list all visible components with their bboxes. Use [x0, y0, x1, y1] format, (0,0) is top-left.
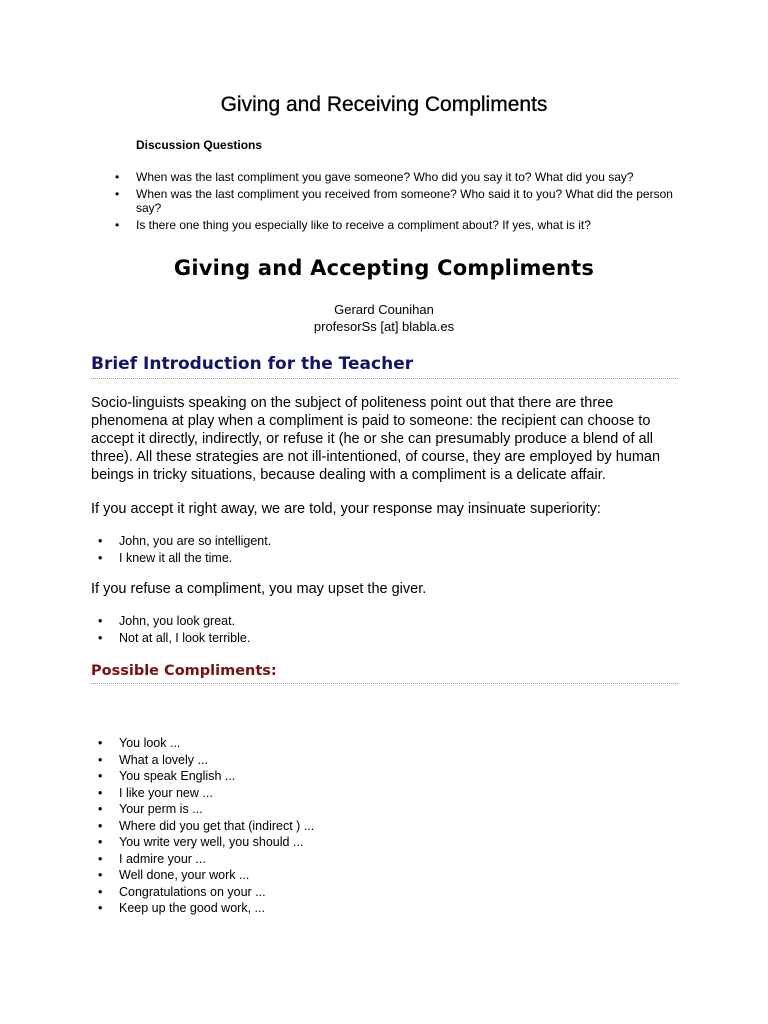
list-item: • I like your new ...: [119, 785, 679, 802]
list-item: • You speak English ...: [119, 768, 679, 785]
possible-compliments-list: [119, 735, 679, 917]
intro-paragraph: Socio-linguists speaking on the subject of politeness point out that there are three phenomena at play when a compliment is paid to someone: the recipient can choose to accept it directly, indirectly, or refuse it (he or she can presumably produce a blend of all three). All these strategies are not ill-intentioned, of course, they are employed by human beings in tricky situations, because dealing with a compliment is a delicate affair.: [91, 395, 661, 483]
list-item: • I knew it all the time.: [119, 550, 679, 567]
discussion-questions-list: [136, 170, 676, 234]
list-item: • You look ...: [119, 735, 679, 752]
accept-paragraph: If you accept it right away, we are told, your response may insinuate superiority:: [91, 501, 601, 517]
accept-examples-list: [119, 533, 679, 566]
list-item: • John, you look great.: [119, 613, 679, 630]
list-item: • Where did you get that (indirect ) ...: [119, 818, 679, 835]
author-name: Gerard Counihan: [334, 302, 434, 317]
list-item: • Your perm is ...: [119, 801, 679, 818]
list-item: • I admire your ...: [119, 851, 679, 868]
list-item: • Not at all, I look terrible.: [119, 630, 679, 647]
possible-compliments-heading: Possible Compliments:: [91, 663, 678, 684]
list-item: • When was the last compliment you received from someone? Who said it to you? What did the person say?: [136, 187, 676, 216]
page-title: Giving and Receiving Compliments: [220, 93, 548, 116]
refuse-examples-list: [119, 613, 679, 646]
list-item: • What a lovely ...: [119, 752, 679, 769]
list-item: • Keep up the good work, ...: [119, 900, 679, 917]
list-item: • When was the last compliment you gave someone? Who did you say it to? What did you say?: [136, 170, 676, 185]
refuse-paragraph: If you refuse a compliment, you may upset the giver.: [91, 581, 427, 597]
article-title: Giving and Accepting Compliments: [173, 256, 595, 280]
intro-heading: Brief Introduction for the Teacher: [91, 354, 678, 379]
list-item: • John, you are so intelligent.: [119, 533, 679, 550]
list-item: • Is there one thing you especially like to receive a compliment about? If yes, what is it?: [136, 218, 676, 233]
author-block: [0, 301, 768, 335]
author-email: profesorSs [at] blabla.es: [313, 319, 455, 334]
list-item: • Congratulations on your ...: [119, 884, 679, 901]
list-item: • You write very well, you should ...: [119, 834, 679, 851]
list-item: • Well done, your work ...: [119, 867, 679, 884]
discussion-subheading: Discussion Questions: [136, 138, 263, 152]
